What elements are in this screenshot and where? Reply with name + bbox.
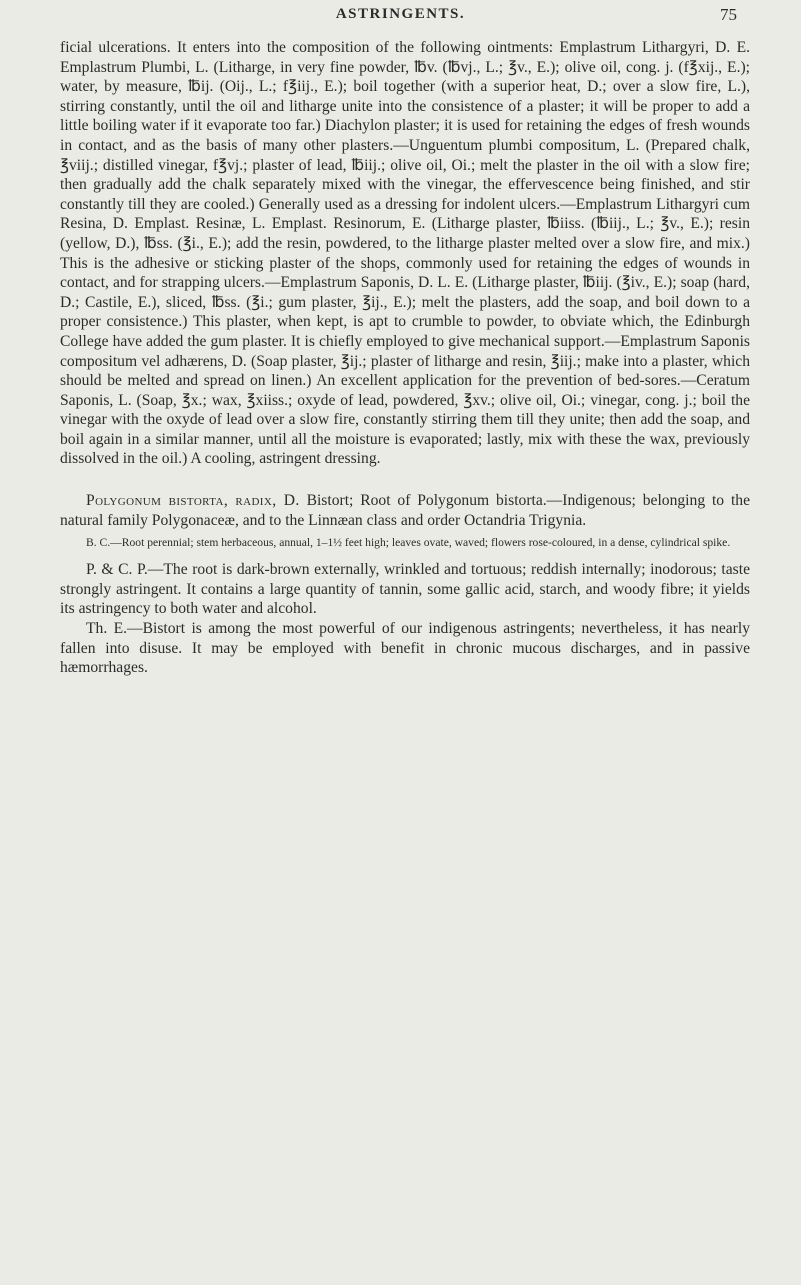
entry-heading: Polygonum bistorta, radix, D. bbox=[86, 492, 300, 510]
page-header bbox=[0, 4, 801, 26]
paragraph-ointments: ficial ulcerations. It enters into the composition of the following ointments: Emplastrum Lithargyri, D. E. Emplastrum Plumbi, L. (Litharge, in very fine powder, ℔v. (℔vj., L.; ℥v., E.); olive oil, cong. j. (f℥xij., E.); water, by measure, ℔ij. (Oij., L.; f℥iij., E.); boil together (with a superior heat, D.; over a slow fire, L.), stirring constantly, until the oil and litharge unite into the consistence of a plaster; it will be proper to add a little boiling water if it evaporate too far.) Diachylon plaster; it is used for retaining the edges of fresh wounds in contact, and as the basis of many other plasters.—Unguentum plumbi compositum, L. (Prepared chalk, ℥viij.; distilled vinegar, f℥vj.; plaster of lead, ℔iij.; olive oil, Oi.; melt the plaster in the oil with a slow fire; then gradually add the chalk separately mixed with the vinegar, the effervescence being finished, and stir constantly till they are cooled.) Generally used as a dressing for indolent ulcers.—Emplastrum Lithargyri cum Resina, D. Emplast. Resinæ, L. Emplast. Resinorum, E. (Litharge plaster, ℔iiss. (℔iij., L.; ℥v., E.); resin (yellow, D.), ℔ss. (℥i., E.); add the resin, powdered, to the litharge plaster melted over a slow fire, and mix.) This is the adhesive or sticking plaster of the shops, commonly used for retaining the edges of wounds in contact, and for strapping ulcers.—Emplastrum Saponis, D. L. E. (Litharge plaster, ℔iij. (℥iv., E.); soap (hard, D.; Castile, E.), sliced, ℔ss. (℥i.; gum plaster, ℥ij., E.); melt the plasters, add the soap, and boil down to a proper consistence.) This plaster, when kept, is apt to crumble to powder, to obviate which, the Edinburgh College have added the gum plaster. It is chiefly employed to give mechanical support.—Emplastrum Saponis compositum vel adhærens, D. (Soap plaster, ℥ij.; plaster of litharge and resin, ℥iij.; make into a plaster, which should be melted and spread on linen.) An excellent application for the prevention of bed-sores.—Ceratum Saponis, L. (Soap, ℥x.; wax, ℥xiiss.; oxyde of lead, powdered, ℥xv.; olive oil, Oi.; vinegar, cong. j.; boil the vinegar with the oxyde of lead over a slow fire, constantly stirring them till they unite; then add the soap, and boil again in a similar manner, until all the moisture is evaporated; lastly, mix with these the wax, previously dissolved in the oil.) A cooling, astringent dressing. bbox=[60, 39, 750, 468]
entry-text: Bistort; Root of Polygonum bistorta.—Indigenous; belonging to the natural family Polygonaceæ, and to the Linnæan class and order Octandria Trigynia. bbox=[60, 492, 750, 529]
page-number: 75 bbox=[720, 5, 737, 24]
paragraph-therapeutics: Th. E.—Bistort is among the most powerful of our indigenous astringents; nevertheless, it has nearly fallen into disuse. It may be employed with benefit in chronic mucous discharges, and in passive hæmorrhages. bbox=[60, 620, 750, 677]
page-body bbox=[60, 38, 750, 678]
paragraph-properties: P. & C. P.—The root is dark-brown externally, wrinkled and tortuous; reddish internally; inodorous; taste strongly astringent. It contains a large quantity of tannin, some gallic acid, starch, and woody fibre; it yields its astringency to both water and alcohol. bbox=[60, 561, 750, 618]
botanical-characters-note: B. C.—Root perennial; stem herbaceous, annual, 1–1½ feet high; leaves ovate, waved; flowers rose-coloured, in a dense, cylindrical spike. bbox=[86, 536, 731, 550]
paragraph-bistort-entry bbox=[60, 491, 750, 530]
running-title: ASTRINGENTS. bbox=[335, 6, 466, 22]
